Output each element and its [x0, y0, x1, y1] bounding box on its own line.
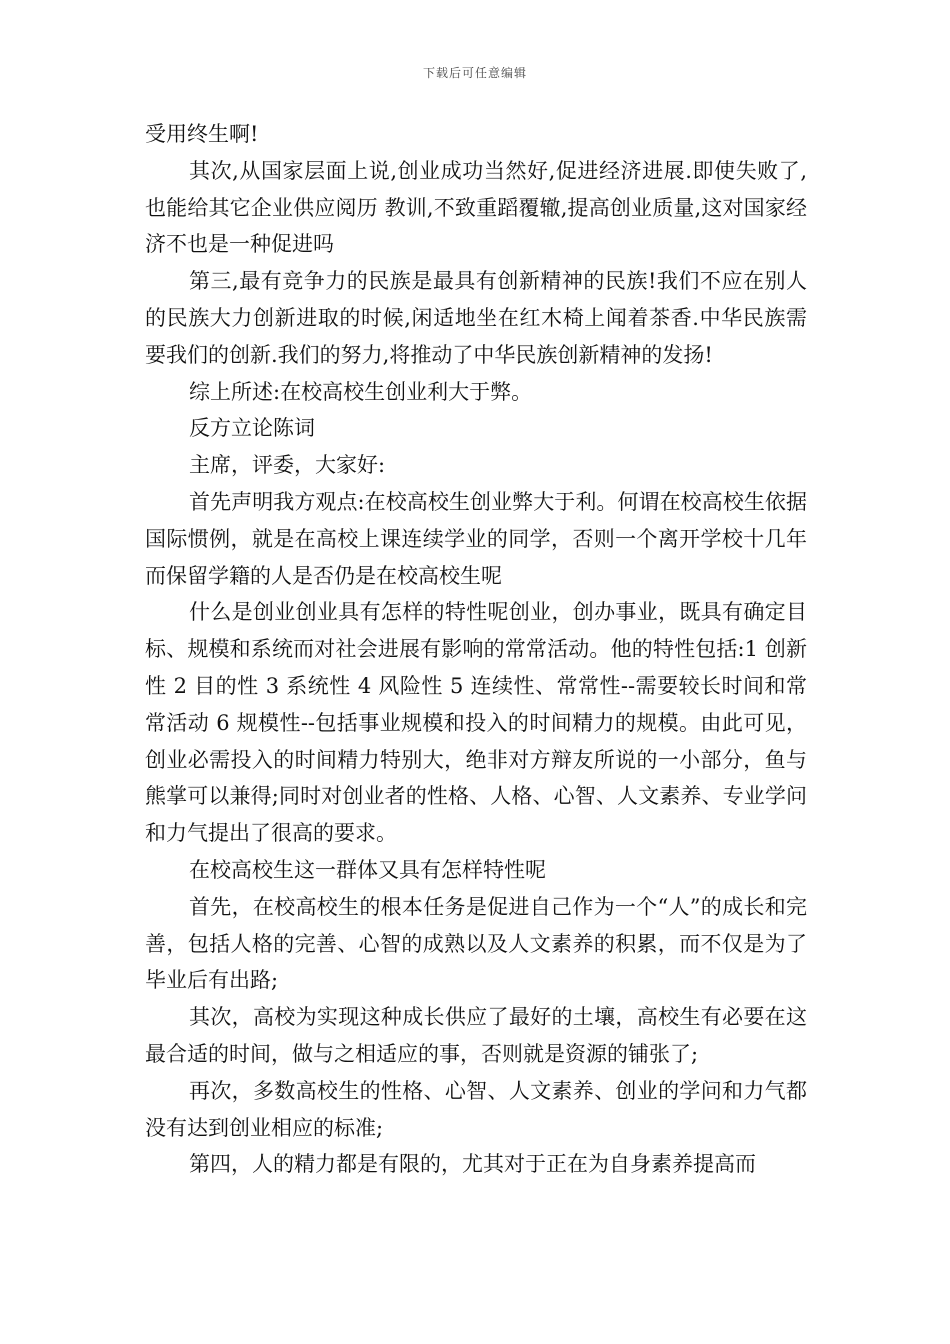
paragraph-3: 第三,最有竞争力的民族是最具有创新精神的民族!我们不应在别人的民族大力创新进取的时候,闲适地坐在红木椅上闻着茶香.中华民族需要我们的创新.我们的努力,将推动了中华民族创新精神的发扬! — [145, 269, 807, 367]
paragraph-10: 首先，在校高校生的根本任务是促进自己作为一个“人”的成长和完善，包括人格的完善、心智的成熟以及人文素养的积累，而不仅是为了毕业后有出路; — [145, 894, 807, 993]
paragraph-9: 在校高校生这一群体又具有怎样特性呢 — [189, 857, 546, 882]
document-body — [145, 116, 807, 1183]
paragraph-greeting: 主席，评委，大家好: — [189, 453, 386, 478]
paragraph-2: 其次,从国家层面上说,创业成功当然好,促进经济进展.即使失败了,也能给其它企业供应阅历 教训,不致重蹈覆辙,提高创业质量,这对国家经济不也是一种促进吗 — [145, 158, 807, 257]
paragraph-11: 其次，高校为实现这种成长供应了最好的土壤，高校生有必要在这最合适的时间，做与之相适应的事，否则就是资源的铺张了; — [145, 1005, 807, 1066]
page-header: 下载后可任意编辑 — [422, 66, 527, 80]
section-heading-opposition: 反方立论陈词 — [189, 416, 315, 441]
paragraph-1: 受用终生啊! — [145, 122, 259, 146]
paragraph-7: 首先声明我方观点:在校高校生创业弊大于利。何谓在校高校生依据国际惯例，就是在高校上课连续学业的同学，否则一个离开学校十几年而保留学籍的人是否仍是在校高校生呢 — [145, 489, 807, 588]
paragraph-12: 再次，多数高校生的性格、心智、人文素养、创业的学问和力气都没有达到创业相应的标准; — [145, 1078, 807, 1140]
paragraph-4: 综上所述:在校高校生创业利大于弊。 — [189, 379, 533, 404]
paragraph-8: 什么是创业创业具有怎样的特性呢创业，创办事业，既具有确定目标、规模和系统而对社会进展有影响的常常活动。他的特性包括:1 创新性 2 目的性 3 系统性 4 风险性 5 连续性、常常性--需要较长时间和常常活动 6 规模性--包括事业规模和投入的时间精力的规模。由此可见，创业必需投入的时间精力特别大，绝非对方辩友所说的一小部分，鱼与熊掌可以兼得;同时对创业者的性格、人格、心智、人文素养、专业学问和力气提出了很高的要求。 — [145, 600, 807, 846]
paragraph-13: 第四，人的精力都是有限的，尤其对于正在为自身素养提高而 — [189, 1152, 756, 1177]
